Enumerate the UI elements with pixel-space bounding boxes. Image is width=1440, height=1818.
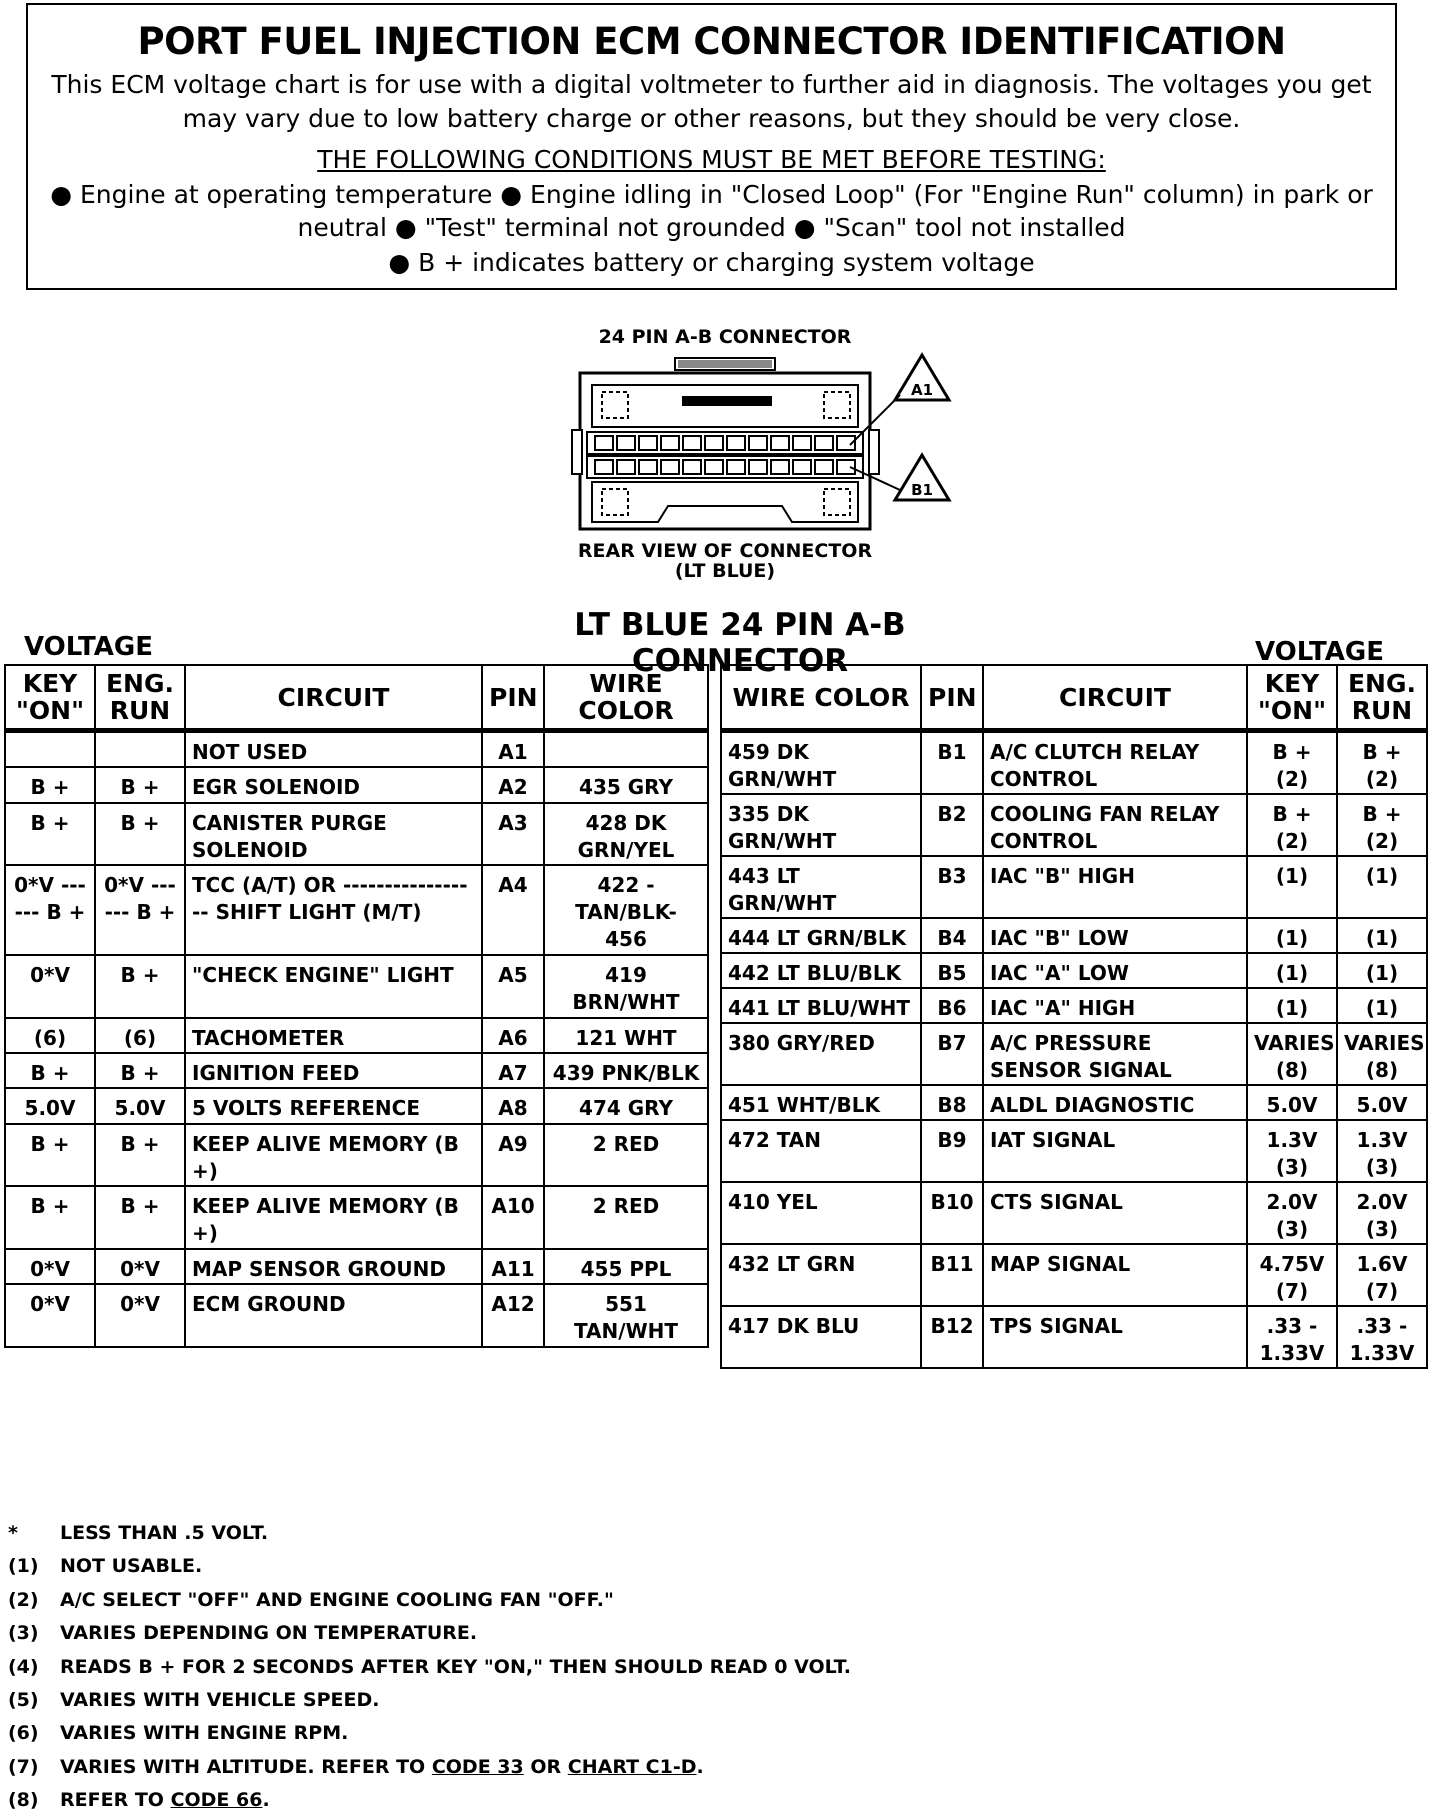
key-on-cell: (1) [1247,856,1337,918]
key-on-cell: 1.3V (3) [1247,1120,1337,1182]
eng-run-cell: 0*V [95,1249,185,1284]
wire-color-cell: 432 LT GRN [721,1244,921,1306]
table-row [5,1124,708,1187]
eng-run-cell: (1) [1337,918,1427,953]
eng-run-cell: B + [95,803,185,866]
eng-run-cell: 5.0V [1337,1085,1427,1120]
circuit-cell: KEEP ALIVE MEMORY (B +) [185,1186,482,1249]
table-row [721,1306,1427,1368]
voltage-label-left: VOLTAGE [24,632,153,662]
wire-color-cell: 2 RED [544,1124,708,1187]
circuit-cell: "CHECK ENGINE" LIGHT [185,955,482,1018]
col-circuit: CIRCUIT [983,665,1247,731]
pin-cell: A9 [482,1124,544,1187]
pin-cell: B2 [921,794,983,856]
table-row [5,955,708,1018]
wire-color-cell: 422 -TAN/BLK- 456 [544,865,708,955]
wire-color-cell [544,731,708,768]
eng-run-cell: 0*V [95,1284,185,1347]
intro-text: This ECM voltage chart is for use with a digital voltmeter to further aid in diagnosis. The voltages you get may vary due to low battery charge or other reasons, but they should be very close. [51,70,1372,133]
pin-cell: A2 [482,767,544,802]
circuit-cell: TPS SIGNAL [983,1306,1247,1368]
circuit-cell: IAC "B" HIGH [983,856,1247,918]
circuit-cell: IAC "A" LOW [983,953,1247,988]
footnotes [8,1517,851,1818]
footnote [8,1684,851,1717]
wire-color-cell: 2 RED [544,1186,708,1249]
table-row [5,1018,708,1053]
eng-run-cell: 1.3V (3) [1337,1120,1427,1182]
footnote-text: NOT USABLE. [60,1555,203,1578]
wire-color-cell: 410 YEL [721,1182,921,1244]
wire-color-cell: 551 TAN/WHT [544,1284,708,1347]
table-row [721,1244,1427,1306]
footnote [8,1617,851,1650]
col-circuit: CIRCUIT [185,665,482,731]
footnote-marker: (5) [8,1688,39,1711]
col-wire-color: WIRE COLOR [544,665,708,731]
pin-row-b [587,456,863,478]
footnote-reference-link[interactable]: CHART C1-D [567,1755,697,1778]
table-row [721,1023,1427,1085]
table-row [721,1085,1427,1120]
pin-cell: B10 [921,1182,983,1244]
right-tab [869,430,879,474]
eng-run-cell: 1.6V (7) [1337,1244,1427,1306]
pin-cell: B7 [921,1023,983,1085]
footnote-reference-link[interactable]: CODE 66 [170,1789,263,1812]
col-key-on: KEY "ON" [1247,665,1337,731]
footnote-marker: (7) [8,1755,39,1778]
footnote-marker: (3) [8,1622,39,1645]
pin-cell: B3 [921,856,983,918]
key-on-cell: B + (2) [1247,794,1337,856]
table-row [721,1182,1427,1244]
table-row [721,856,1427,918]
footnote-marker: (6) [8,1722,39,1745]
key-on-cell: 0*V [5,1284,95,1347]
table-row [5,1249,708,1284]
table-row [5,767,708,802]
wire-color-cell: 472 TAN [721,1120,921,1182]
pin-cell: A7 [482,1053,544,1088]
table-row [721,794,1427,856]
conditions-heading: THE FOLLOWING CONDITIONS MUST BE MET BEFORE TESTING: [317,145,1106,174]
col-eng-run: ENG. RUN [1337,665,1427,731]
table-row [5,1186,708,1249]
circuit-cell: IAC "A" HIGH [983,988,1247,1023]
page-title: PORT FUEL INJECTION ECM CONNECTOR IDENTIFICATION [137,20,1286,63]
col-pin: PIN [921,665,983,731]
footnote [8,1651,851,1684]
pin-cell: B9 [921,1120,983,1182]
col-wire-color: WIRE COLOR [721,665,921,731]
circuit-cell: MAP SIGNAL [983,1244,1247,1306]
footnote-text: VARIES WITH ALTITUDE. REFER TO [60,1755,426,1778]
wire-color-cell: 444 LT GRN/BLK [721,918,921,953]
pin-cell: B11 [921,1244,983,1306]
footnote-text: A/C SELECT "OFF" AND ENGINE COOLING FAN "OFF." [60,1588,614,1611]
footnote-text-part: . [696,1755,704,1778]
table-header-row [5,665,708,731]
eng-run-cell: B + [95,1124,185,1187]
footnote [8,1751,851,1784]
wire-color-cell: 380 GRY/RED [721,1023,921,1085]
conditions-note: ● B + indicates battery or charging system voltage [388,248,1035,277]
key-on-cell: B + [5,803,95,866]
wire-color-cell: 474 GRY [544,1088,708,1123]
diagram-caption-color: (LT BLUE) [674,560,776,582]
wire-color-cell: 435 GRY [544,767,708,802]
eng-run-cell: B + [95,955,185,1018]
left-tab [572,430,582,474]
circuit-cell: EGR SOLENOID [185,767,482,802]
connector-diagram [560,350,980,540]
col-eng-run: ENG. RUN [95,665,185,731]
table-header-row [721,665,1427,731]
footnote [8,1517,851,1550]
eng-run-cell: B + [95,1053,185,1088]
footnote [8,1784,851,1817]
table-row [721,953,1427,988]
key-on-cell: 0*V [5,1249,95,1284]
footnote-text: VARIES WITH ENGINE RPM. [60,1722,349,1745]
wire-color-cell: 335 DK GRN/WHT [721,794,921,856]
table-row [721,918,1427,953]
key-on-cell: B + (2) [1247,731,1337,795]
key-on-cell: (1) [1247,988,1337,1023]
pin-cell: B12 [921,1306,983,1368]
footnote-text: REFER TO [60,1789,164,1812]
circuit-cell: ALDL DIAGNOSTIC [983,1085,1247,1120]
table-row [721,988,1427,1023]
circuit-cell: MAP SENSOR GROUND [185,1249,482,1284]
footnote-marker: * [8,1522,18,1544]
table-row [5,1053,708,1088]
pin-cell: A6 [482,1018,544,1053]
wire-color-cell: 459 DK GRN/WHT [721,731,921,795]
circuit-cell: TCC (A/T) OR ----------------- SHIFT LIGHT (M/T) [185,865,482,955]
eng-run-cell: (1) [1337,988,1427,1023]
wire-color-cell: 441 LT BLU/WHT [721,988,921,1023]
key-on-cell: 4.75V (7) [1247,1244,1337,1306]
footnote [8,1584,851,1617]
circuit-cell: COOLING FAN RELAY CONTROL [983,794,1247,856]
wire-color-cell: 442 LT BLU/BLK [721,953,921,988]
table-row [5,731,708,768]
pin-cell: B1 [921,731,983,795]
pin-cell: A11 [482,1249,544,1284]
circuit-cell: CTS SIGNAL [983,1182,1247,1244]
eng-run-cell: 5.0V [95,1088,185,1123]
circuit-cell: KEEP ALIVE MEMORY (B +) [185,1124,482,1187]
eng-run-cell: .33 - 1.33V [1337,1306,1427,1368]
key-on-cell: 0*V [5,955,95,1018]
key-on-cell: 2.0V (3) [1247,1182,1337,1244]
key-on-cell: (1) [1247,953,1337,988]
circuit-cell: ECM GROUND [185,1284,482,1347]
circuit-cell: A/C PRESSURE SENSOR SIGNAL [983,1023,1247,1085]
footnote [8,1717,851,1750]
wire-color-cell: 419 BRN/WHT [544,955,708,1018]
table-row [5,803,708,866]
eng-run-cell: B + (2) [1337,794,1427,856]
footnote-text: LESS THAN .5 VOLT. [60,1522,269,1544]
pin-cell: A5 [482,955,544,1018]
circuit-cell: IAT SIGNAL [983,1120,1247,1182]
marker-b1-label: B1 [911,481,933,499]
pin-cell: B8 [921,1085,983,1120]
eng-run-cell: B + [95,1186,185,1249]
pin-cell: A8 [482,1088,544,1123]
key-on-cell: B + [5,1053,95,1088]
eng-run-cell: (1) [1337,856,1427,918]
pin-cell: B5 [921,953,983,988]
key-on-cell: B + [5,1124,95,1187]
key-on-cell [5,731,95,768]
pin-cell: A10 [482,1186,544,1249]
pin-cell: A1 [482,731,544,768]
voltage-label-right: VOLTAGE [1255,637,1384,667]
key-on-cell: 5.0V [1247,1085,1337,1120]
key-on-cell: .33 - 1.33V [1247,1306,1337,1368]
eng-run-cell [95,731,185,768]
pin-table-a [4,664,709,1348]
circuit-cell: A/C CLUTCH RELAY CONTROL [983,731,1247,795]
footnote-text-part: . [262,1789,270,1812]
footnote-marker: (4) [8,1655,39,1678]
eng-run-cell: B + [95,767,185,802]
footnote-marker: (8) [8,1789,39,1812]
key-bar [682,396,772,406]
footnote-text-part: OR [530,1755,562,1778]
latch-hatch [678,360,772,368]
key-on-cell: (1) [1247,918,1337,953]
pin-cell: B4 [921,918,983,953]
table-row [721,1120,1427,1182]
eng-run-cell: 0*V ------ B + [95,865,185,955]
footnote-marker: (1) [8,1555,39,1578]
header-box [26,3,1397,290]
pin-cell: A3 [482,803,544,866]
marker-a1-label: A1 [910,381,934,399]
circuit-cell: IAC "B" LOW [983,918,1247,953]
circuit-cell: NOT USED [185,731,482,768]
table-row [5,1284,708,1347]
footnote-text: READS B + FOR 2 SECONDS AFTER KEY "ON," THEN SHOULD READ 0 VOLT. [60,1655,851,1678]
diagram-caption: REAR VIEW OF CONNECTOR [577,540,873,562]
pin-row-a [587,432,863,454]
col-pin: PIN [482,665,544,731]
footnote [8,1550,851,1583]
wire-color-cell: 451 WHT/BLK [721,1085,921,1120]
table-row [721,731,1427,795]
wire-color-cell: 121 WHT [544,1018,708,1053]
footnote-reference-link[interactable]: CODE 33 [431,1755,524,1778]
wire-color-cell: 443 LT GRN/WHT [721,856,921,918]
footnote-text: VARIES WITH VEHICLE SPEED. [60,1688,380,1711]
footnote-marker: (2) [8,1588,39,1611]
circuit-cell: IGNITION FEED [185,1053,482,1088]
conditions-list: ● Engine at operating temperature ● Engine idling in "Closed Loop" (For "Engine Run" column) in park or neutral ● "Test" terminal not grounded ● "Scan" tool not installed [50,180,1373,242]
pin-cell: B6 [921,988,983,1023]
pin-cell: A4 [482,865,544,955]
pin-table-b [720,664,1428,1369]
circuit-cell: 5 VOLTS REFERENCE [185,1088,482,1123]
eng-run-cell: B + (2) [1337,731,1427,795]
circuit-cell: CANISTER PURGE SOLENOID [185,803,482,866]
key-on-cell: 0*V ------ B + [5,865,95,955]
eng-run-cell: 2.0V (3) [1337,1182,1427,1244]
eng-run-cell: (6) [95,1018,185,1053]
connector-title: LT BLUE 24 PIN A-B CONNECTOR [574,607,906,679]
footnote-text: VARIES DEPENDING ON TEMPERATURE. [60,1622,478,1645]
key-on-cell: 5.0V [5,1088,95,1123]
key-on-cell: VARIES (8) [1247,1023,1337,1085]
wire-color-cell: 417 DK BLU [721,1306,921,1368]
wire-color-cell: 439 PNK/BLK [544,1053,708,1088]
pin-cell: A12 [482,1284,544,1347]
circuit-cell: TACHOMETER [185,1018,482,1053]
col-key-on: KEY "ON" [5,665,95,731]
wire-color-cell: 455 PPL [544,1249,708,1284]
wire-color-cell: 428 DK GRN/YEL [544,803,708,866]
eng-run-cell: VARIES (8) [1337,1023,1427,1085]
diagram-title: 24 PIN A-B CONNECTOR [598,326,852,348]
key-on-cell: B + [5,1186,95,1249]
table-row [5,1088,708,1123]
table-row [5,865,708,955]
key-on-cell: (6) [5,1018,95,1053]
eng-run-cell: (1) [1337,953,1427,988]
key-on-cell: B + [5,767,95,802]
